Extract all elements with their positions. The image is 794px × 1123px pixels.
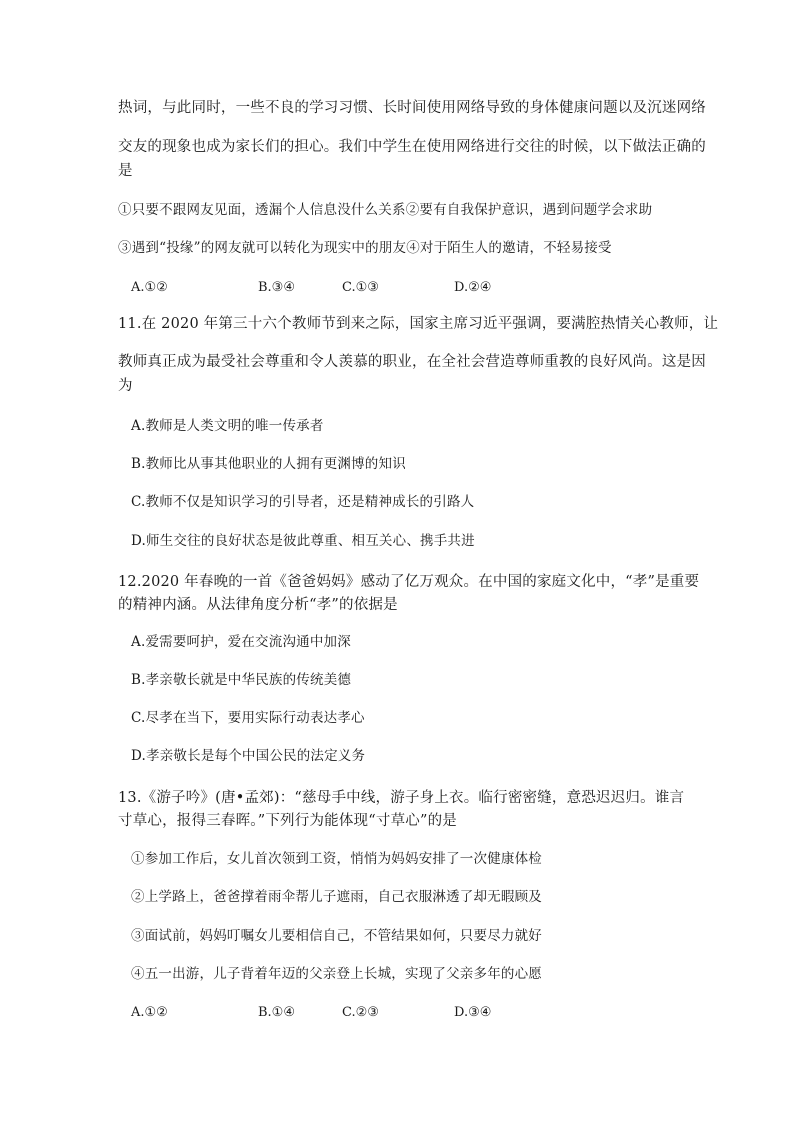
q12-stem-line-2: 的精神内涵。从法律角度分析“孝”的依据是 <box>118 597 398 613</box>
q12-option-d: D.孝亲敬长是每个中国公民的法定义务 <box>131 748 366 764</box>
q11-option-d: D.师生交往的良好状态是彼此尊重、相互关心、携手共进 <box>131 533 475 549</box>
q11-stem-line-2: 教师真正成为最受社会尊重和令人羡慕的职业，在全社会营造尊师重教的良好风尚。这是因 <box>118 354 706 370</box>
q10-stem-line-2: 交友的现象也成为家长们的担心。我们中学生在使用网络进行交往的时候，以下做法正确的 <box>118 139 706 155</box>
q13-statement-3: ③面试前，妈妈叮嘱女儿要相信自己，不管结果如何，只要尽力就好 <box>131 928 542 944</box>
q12-option-a: A.爱需要呵护，爱在交流沟通中加深 <box>131 634 351 650</box>
q12-stem-line-1: 12.2020 年春晚的一首《爸爸妈妈》感动了亿万观众。在中国的家庭文化中，“孝”是重要 <box>118 574 700 590</box>
q13-option-d: D.③④ <box>454 1005 492 1020</box>
q10-statement-3-4: ③遇到“投缘”的网友就可以转化为现实中的朋友④对于陌生人的邀请，不轻易接受 <box>118 240 612 256</box>
q13-statement-2: ②上学路上，爸爸撑着雨伞帮儿子遮雨，自己衣服淋透了却无暇顾及 <box>131 889 542 905</box>
q11-stem-line-3: 为 <box>118 378 133 394</box>
q11-stem-line-1: 11.在 2020 年第三十六个教师节到来之际，国家主席习近平强调，要满腔热情关心教师，让 <box>118 316 719 332</box>
q13-statement-1: ①参加工作后，女儿首次领到工资，悄悄为妈妈安排了一次健康体检 <box>131 851 542 867</box>
q10-stem-line-1: 热词，与此同时，一些不良的学习习惯、长时间使用网络导致的身体健康问题以及沉迷网络 <box>118 100 706 116</box>
q12-option-c: C.尽孝在当下，要用实际行动表达孝心 <box>131 710 365 726</box>
q13-option-b: B.①④ <box>258 1005 295 1020</box>
q13-option-c: C.②③ <box>342 1005 379 1020</box>
q10-stem-line-3: 是 <box>118 163 133 179</box>
q13-stem-line-1: 13.《游子吟》(唐•孟郊)：“慈母手中线，游子身上衣。临行密密缝，意恐迟迟归。谁言 <box>118 790 685 806</box>
q11-option-c: C.教师不仅是知识学习的引导者，还是精神成长的引路人 <box>131 494 475 510</box>
q10-option-a: A.①② <box>131 280 168 295</box>
q10-option-d: D.②④ <box>454 280 492 295</box>
q10-option-c: C.①③ <box>342 280 379 295</box>
q10-option-b: B.③④ <box>258 280 295 295</box>
q11-option-b: B.教师比从事其他职业的人拥有更渊博的知识 <box>131 456 406 472</box>
q13-statement-4: ④五一出游，儿子背着年迈的父亲登上长城，实现了父亲多年的心愿 <box>131 966 542 982</box>
q13-option-a: A.①② <box>131 1005 168 1020</box>
q12-option-b: B.孝亲敬长就是中华民族的传统美德 <box>131 672 352 688</box>
q13-stem-line-2: 寸草心，报得三春晖。”下列行为能体现“寸草心”的是 <box>118 813 457 829</box>
q10-statement-1-2: ①只要不跟网友见面，透漏个人信息没什么关系②要有自我保护意识，遇到问题学会求助 <box>118 202 653 218</box>
q11-option-a: A.教师是人类文明的唯一传承者 <box>131 418 324 434</box>
